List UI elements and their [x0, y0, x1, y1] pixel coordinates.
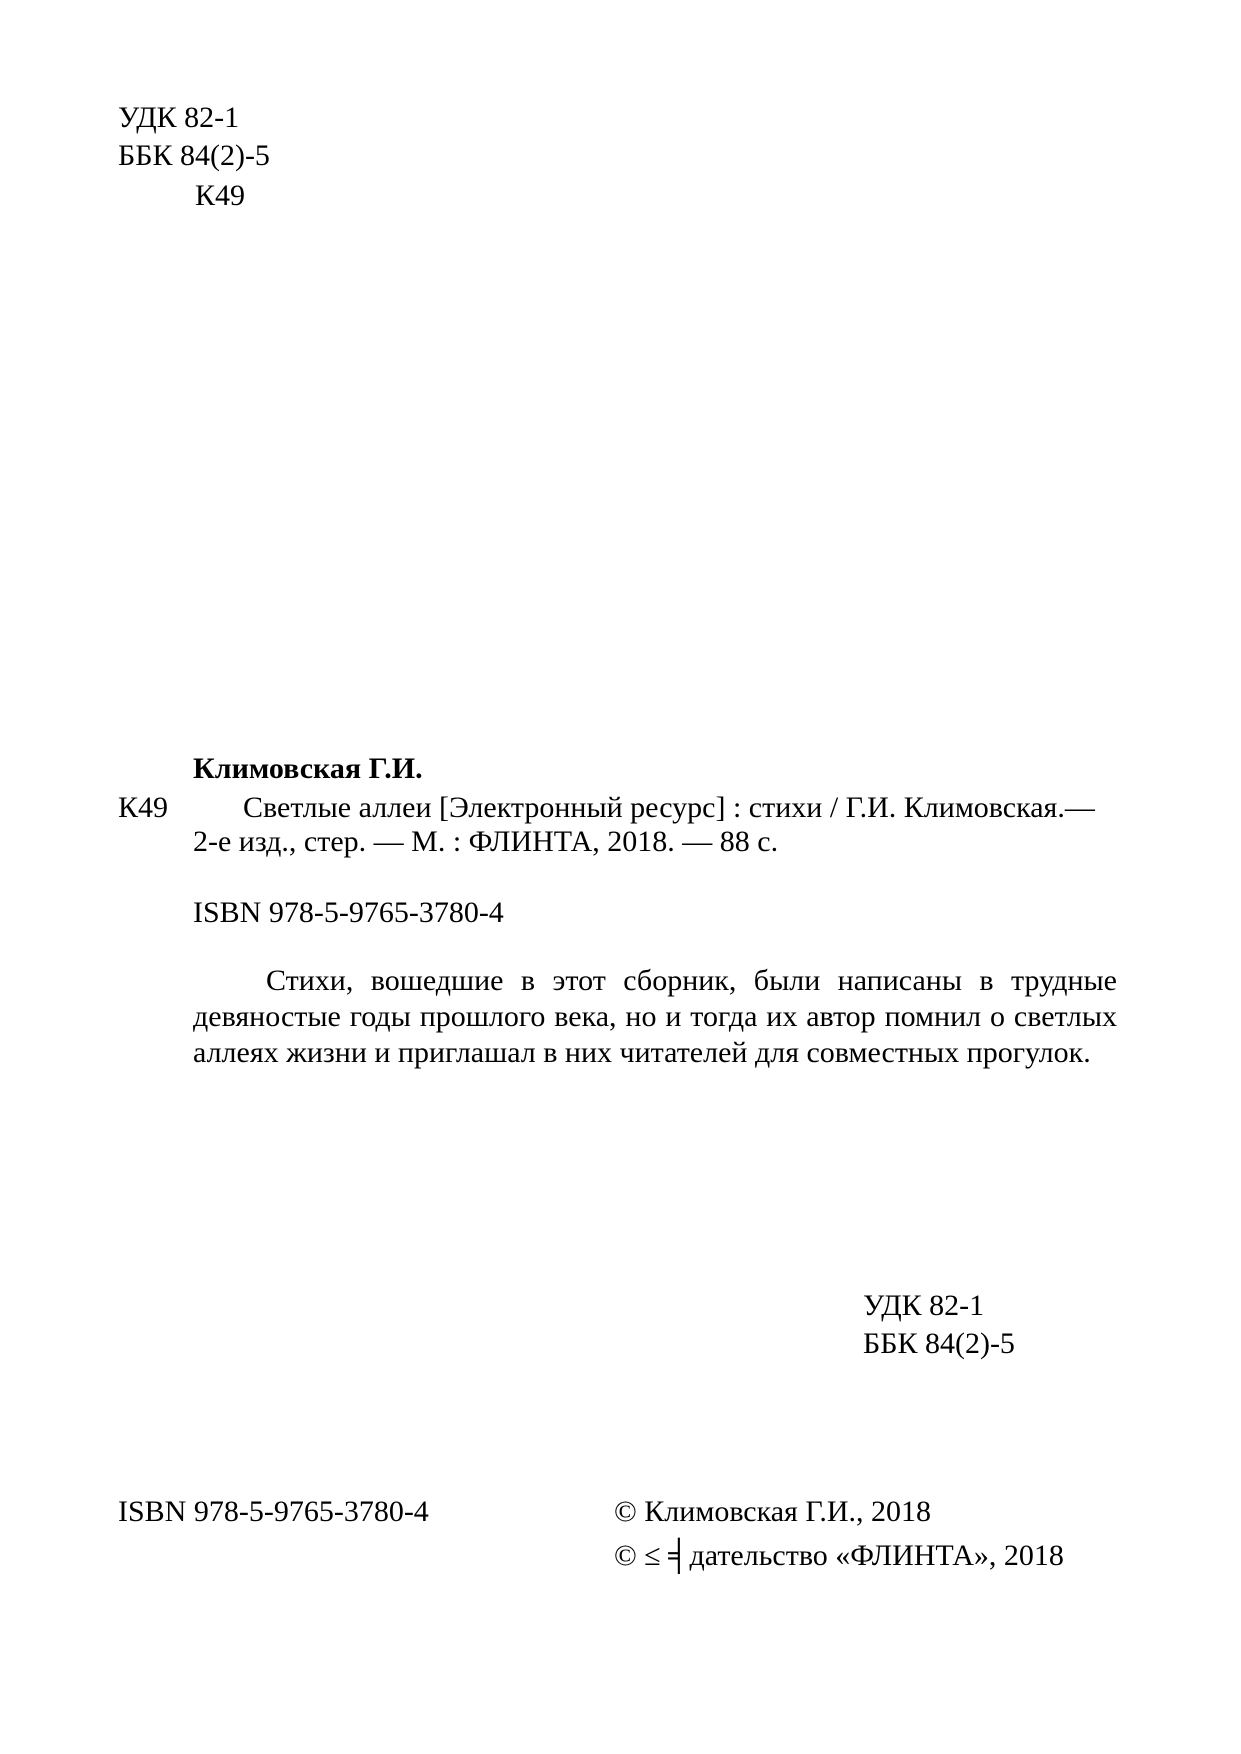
- header-udk: УДК 82-1: [118, 101, 240, 134]
- author-name: Климовская Г.И.: [193, 752, 423, 785]
- annotation-text: Стихи, вошедшие в этот сборник, были написаны в трудные девяностые годы прошлого века, но и тогда их автор помнил о светлых аллеях жизни и приглашал в них читателей для совместных прогулок.: [193, 964, 1117, 1069]
- bibliographic-title-line-2: 2-е изд., стер. — М. : ФЛИНТА, 2018. — 88 с.: [193, 825, 779, 858]
- bibliographic-title-line-1: Светлые аллеи [Электронный ресурс] : стихи / Г.И. Климовская.—: [243, 791, 1095, 824]
- footer-isbn: ISBN 978-5-9765-3780-4: [118, 1495, 429, 1528]
- card-author-code: К49: [118, 791, 169, 824]
- header-bbk: ББК 84(2)-5: [118, 139, 270, 172]
- classification-bbk: ББК 84(2)-5: [863, 1327, 1015, 1360]
- classification-udk: УДК 82-1: [863, 1289, 985, 1322]
- copyright-publisher: © ≤ ╡дательство «ФЛИНТА», 2018: [614, 1539, 1064, 1572]
- header-author-code: К49: [195, 179, 246, 212]
- card-isbn: ISBN 978-5-9765-3780-4: [193, 896, 504, 929]
- copyright-author: © Климовская Г.И., 2018: [614, 1495, 931, 1528]
